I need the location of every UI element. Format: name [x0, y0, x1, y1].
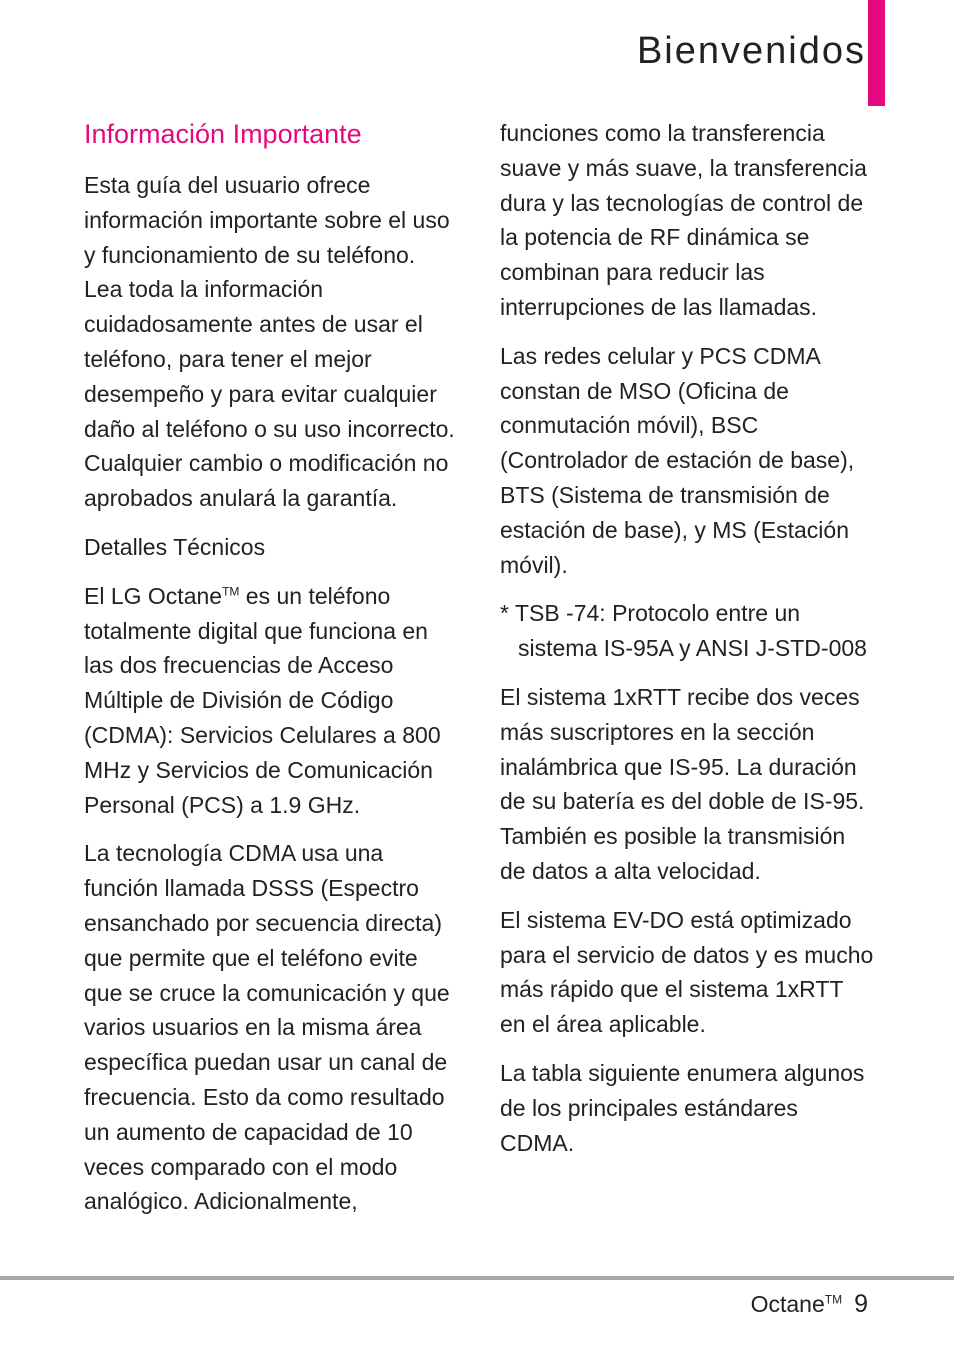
handoff-paragraph: funciones como la transferencia suave y más suave, la transferencia dura y las tecnologías de control de la potencia de RF dinámica se combinan para reducir las interrupciones de las llamadas. [500, 120, 867, 320]
device-paragraph [84, 579, 456, 823]
page-title: Bienvenidos [636, 30, 866, 72]
page-number: 9 [854, 1290, 868, 1318]
technical-details-heading: Detalles Técnicos [84, 533, 266, 560]
footer-divider [0, 1276, 954, 1280]
device-lead: El LG Octane [84, 582, 223, 609]
1xrtt-paragraph: El sistema 1xRTT recibe dos veces más suscriptores en la sección inalámbrica que IS-95. La duración de su batería es del doble de IS-95. También es posible la transmisión de datos a alta velocidad. [500, 683, 865, 884]
evdo-paragraph: El sistema EV-DO está optimizado para el servicio de datos y es mucho más rápido que el sistema 1xRTT en el área aplicable. [500, 906, 874, 1038]
device-rest: es un teléfono totalmente digital que funciona en las dos frecuencias de Acceso Múltiple de División de Código (CDMA): Servicios Celulares a 800 MHz y Servicios de Comunicación Personal (PCS) a 1.9 GHz. [84, 582, 441, 818]
table-intro-paragraph: La tabla siguiente enumera algunos de los principales estándares CDMA. [500, 1059, 865, 1156]
intro-paragraph: Esta guía del usuario ofrece información importante sobre el uso y funcionamiento de su teléfono. Lea toda la información cuidadosamente antes de usar el teléfono, para tener el mejor desempeño y para evitar cualquier daño al teléfono o su uso incorrecto. Cualquier cambio o modificación no aprobados anulará la garantía. [84, 172, 455, 512]
left-column [84, 114, 456, 1233]
cdma-paragraph: La tecnología CDMA usa una función llamada DSSS (Espectro ensanchado por secuencia directa) que permite que el teléfono evite que se cruce la comunicación y que varios usuarios en la misma área específica puedan usar un canal de frecuencia. Esto da como resultado un aumento de capacidad de 10 veces comparado con el modo analógico. Adicionalmente, [84, 840, 450, 1215]
footer-trademark: TM [824, 1292, 843, 1307]
networks-paragraph: Las redes celular y PCS CDMA constan de MSO (Oficina de conmutación móvil), BSC (Controlador de estación de base), BTS (Sistema de transmisión de estación de base), y MS (Estación móvil). [500, 342, 855, 578]
right-column [500, 116, 874, 1174]
trademark-mark: TM [222, 584, 240, 599]
section-tab-marker [868, 0, 885, 106]
footer-product-name: Octane [750, 1291, 825, 1317]
tsb-footnote: * TSB -74: Protocolo entre un sistema IS-95A y ANSI J-STD-008 [500, 600, 867, 662]
page-footer [751, 1290, 868, 1319]
section-heading: Información Importante [84, 119, 362, 149]
